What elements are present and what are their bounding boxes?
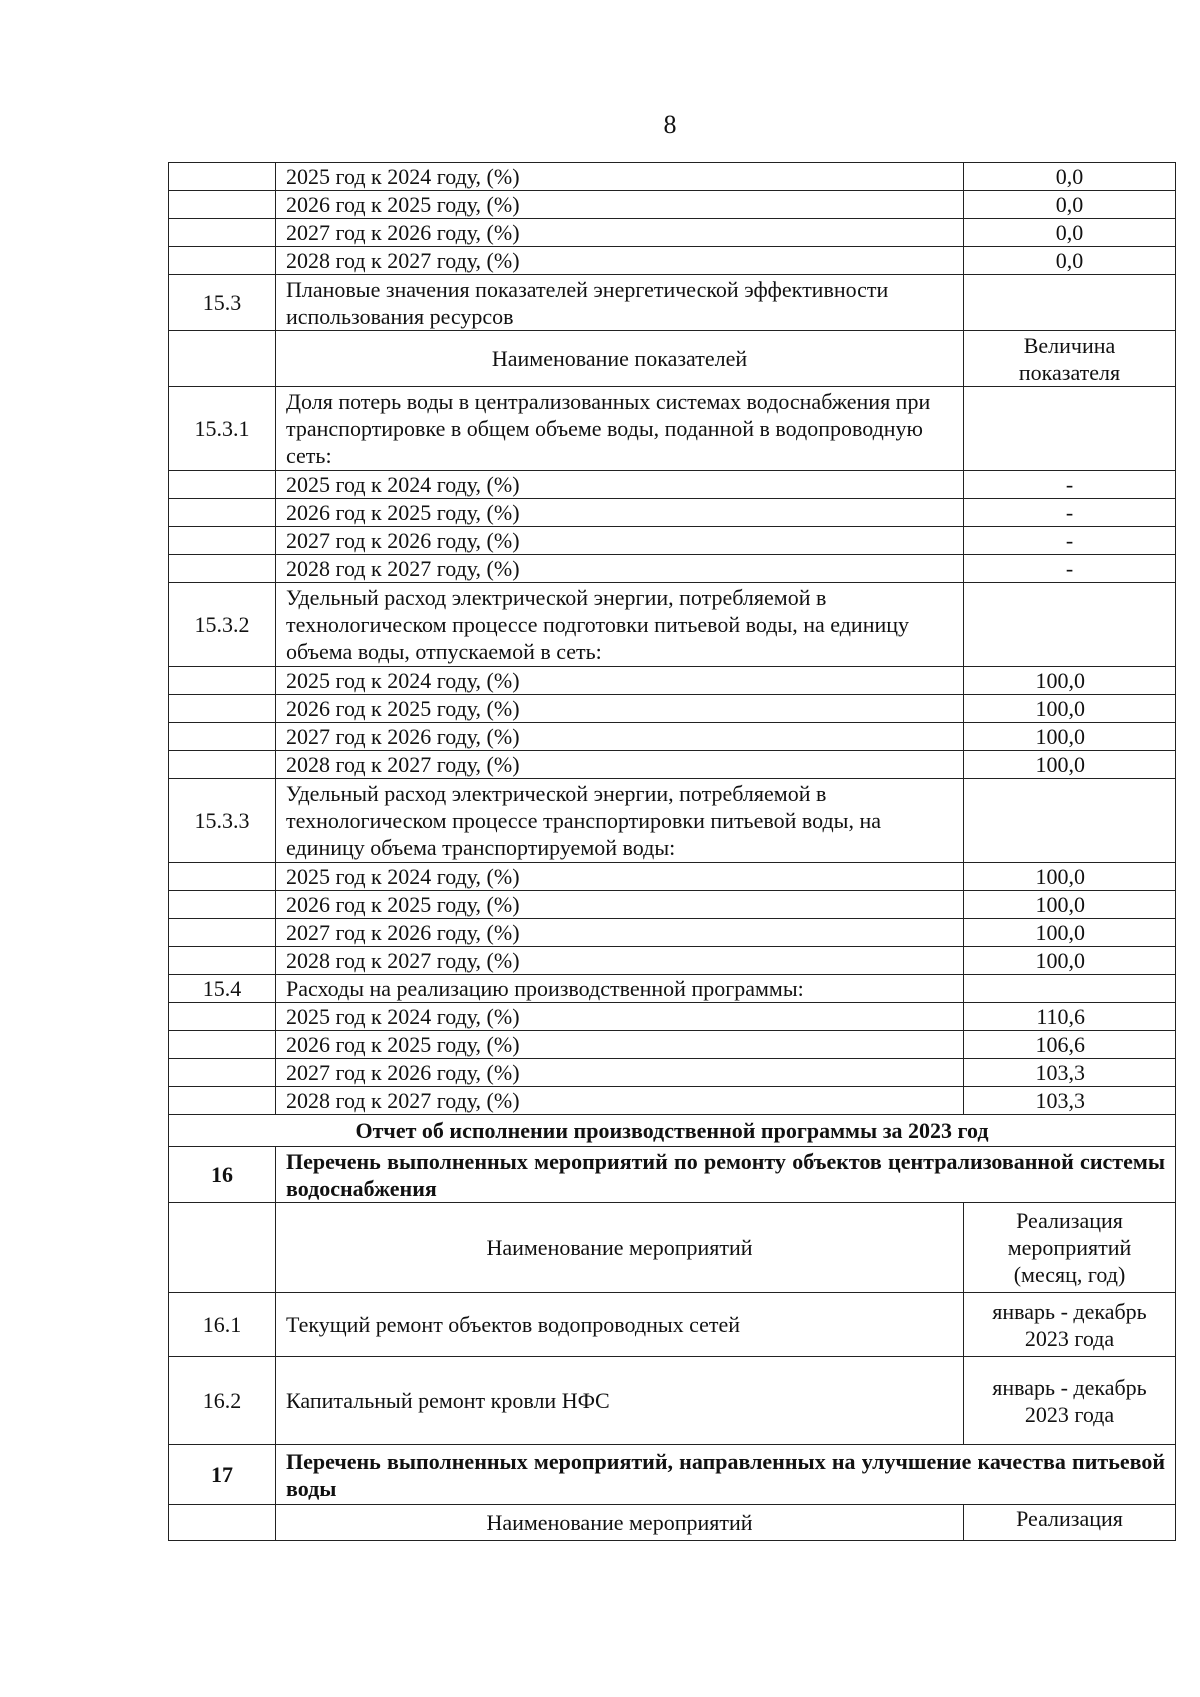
indicator-value: 110,6 [964, 1003, 1176, 1031]
table-row [169, 863, 1176, 891]
year-label: 2026 год к 2025 году, (%) [276, 499, 964, 527]
table-row [169, 891, 1176, 919]
year-label: 2025 год к 2024 году, (%) [276, 1003, 964, 1031]
table-row [169, 779, 1176, 863]
section-title: Удельный расход электрической энергии, потребляемой в технологическом процессе подготовки питьевой воды, на единицу объема воды, отпускаемой в сеть: [276, 583, 964, 667]
indicator-value [964, 387, 1176, 471]
indicator-value: 0,0 [964, 163, 1176, 191]
year-label: 2025 год к 2024 году, (%) [276, 863, 964, 891]
year-label: 2028 год к 2027 году, (%) [276, 247, 964, 275]
column-header-name: Наименование мероприятий [276, 1203, 964, 1293]
year-label: 2027 год к 2026 году, (%) [276, 1059, 964, 1087]
year-label: 2026 год к 2025 году, (%) [276, 191, 964, 219]
table-row [169, 1147, 1176, 1203]
row-number: 15.4 [169, 975, 276, 1003]
indicator-value: - [964, 499, 1176, 527]
table-row [169, 695, 1176, 723]
row-number: 15.3.2 [169, 583, 276, 667]
table-header-row [169, 331, 1176, 387]
row-number [169, 247, 276, 275]
report-title: Отчет об исполнении производственной программы за 2023 год [169, 1115, 1176, 1147]
row-number [169, 527, 276, 555]
table-row [169, 667, 1176, 695]
table-row [169, 387, 1176, 471]
event-period: январь - декабрь 2023 года [964, 1293, 1176, 1357]
table-row [169, 975, 1176, 1003]
row-number [169, 219, 276, 247]
event-name: Текущий ремонт объектов водопроводных сетей [276, 1293, 964, 1357]
table-row [169, 1445, 1176, 1505]
page-number: 8 [663, 110, 677, 139]
row-number [169, 1087, 276, 1115]
column-header-name: Наименование показателей [276, 331, 964, 387]
table-header-row [169, 1203, 1176, 1293]
year-label: 2025 год к 2024 году, (%) [276, 471, 964, 499]
table-row [169, 247, 1176, 275]
row-number [169, 163, 276, 191]
table-row [169, 163, 1176, 191]
table-row [169, 947, 1176, 975]
indicator-value: 100,0 [964, 919, 1176, 947]
row-number: 17 [169, 1445, 276, 1505]
row-number [169, 1059, 276, 1087]
year-label: 2027 год к 2026 году, (%) [276, 919, 964, 947]
table-row [169, 527, 1176, 555]
row-number [169, 695, 276, 723]
indicator-value: 103,3 [964, 1087, 1176, 1115]
year-label: 2026 год к 2025 году, (%) [276, 1031, 964, 1059]
table-row [169, 499, 1176, 527]
row-number [169, 891, 276, 919]
indicator-value [964, 583, 1176, 667]
indicator-value: 106,6 [964, 1031, 1176, 1059]
indicator-value [964, 275, 1176, 331]
indicator-value: 0,0 [964, 247, 1176, 275]
row-number [169, 751, 276, 779]
section-title: Удельный расход электрической энергии, потребляемой в технологическом процессе транспортировки питьевой воды, на единицу объема транспортируемой воды: [276, 779, 964, 863]
row-number: 16 [169, 1147, 276, 1203]
table-row [169, 723, 1176, 751]
report-title-row [169, 1115, 1176, 1147]
indicator-value: 0,0 [964, 219, 1176, 247]
row-number [169, 1031, 276, 1059]
indicator-value: 100,0 [964, 695, 1176, 723]
section-title: Расходы на реализацию производственной программы: [276, 975, 964, 1003]
year-label: 2028 год к 2027 году, (%) [276, 751, 964, 779]
column-header-implementation: Реализация мероприятий (месяц, год) [964, 1203, 1176, 1293]
column-header-name: Наименование мероприятий [276, 1505, 964, 1541]
year-label: 2028 год к 2027 году, (%) [276, 1087, 964, 1115]
section-title: Перечень выполненных мероприятий, направленных на улучшение качества питьевой воды [276, 1445, 1176, 1505]
table-row [169, 1357, 1176, 1445]
row-number [169, 191, 276, 219]
indicator-value: - [964, 555, 1176, 583]
program-table [168, 162, 1176, 1541]
year-label: 2028 год к 2027 году, (%) [276, 555, 964, 583]
indicator-value: 100,0 [964, 863, 1176, 891]
table-row [169, 275, 1176, 331]
table-row [169, 919, 1176, 947]
row-number [169, 863, 276, 891]
year-label: 2026 год к 2025 году, (%) [276, 891, 964, 919]
table-row [169, 1031, 1176, 1059]
row-number: 15.3.3 [169, 779, 276, 863]
row-number [169, 723, 276, 751]
row-number: 16.1 [169, 1293, 276, 1357]
indicator-value: 100,0 [964, 891, 1176, 919]
event-name: Капитальный ремонт кровли НФС [276, 1357, 964, 1445]
indicator-value: - [964, 527, 1176, 555]
section-title: Доля потерь воды в централизованных системах водоснабжения при транспортировке в общем объеме воды, поданной в водопроводную сеть: [276, 387, 964, 471]
row-number [169, 1505, 276, 1541]
row-number [169, 1003, 276, 1031]
row-number [169, 947, 276, 975]
year-label: 2025 год к 2024 году, (%) [276, 163, 964, 191]
table-row [169, 219, 1176, 247]
indicator-value: - [964, 471, 1176, 499]
indicator-value: 103,3 [964, 1059, 1176, 1087]
row-number [169, 919, 276, 947]
indicator-value: 100,0 [964, 947, 1176, 975]
year-label: 2028 год к 2027 году, (%) [276, 947, 964, 975]
row-number [169, 555, 276, 583]
table-row [169, 471, 1176, 499]
table-row [169, 1087, 1176, 1115]
table-row [169, 1003, 1176, 1031]
column-header-value: Величина показателя [964, 331, 1176, 387]
indicator-value [964, 779, 1176, 863]
table-row [169, 191, 1176, 219]
year-label: 2026 год к 2025 году, (%) [276, 695, 964, 723]
row-number: 15.3.1 [169, 387, 276, 471]
indicator-value: 100,0 [964, 667, 1176, 695]
row-number [169, 499, 276, 527]
table-header-row [169, 1505, 1176, 1541]
table-row [169, 555, 1176, 583]
section-title: Перечень выполненных мероприятий по ремонту объектов централизованной системы водоснабжения [276, 1147, 1176, 1203]
table-row [169, 1293, 1176, 1357]
row-number [169, 471, 276, 499]
row-number: 16.2 [169, 1357, 276, 1445]
indicator-value: 100,0 [964, 723, 1176, 751]
year-label: 2027 год к 2026 году, (%) [276, 219, 964, 247]
row-number [169, 667, 276, 695]
table-row [169, 583, 1176, 667]
indicator-value: 100,0 [964, 751, 1176, 779]
year-label: 2027 год к 2026 году, (%) [276, 527, 964, 555]
row-number [169, 331, 276, 387]
year-label: 2027 год к 2026 году, (%) [276, 723, 964, 751]
section-title: Плановые значения показателей энергетической эффективности использования ресурсов [276, 275, 964, 331]
table-row [169, 751, 1176, 779]
indicator-value: 0,0 [964, 191, 1176, 219]
year-label: 2025 год к 2024 году, (%) [276, 667, 964, 695]
table-row [169, 1059, 1176, 1087]
row-number: 15.3 [169, 275, 276, 331]
row-number [169, 1203, 276, 1293]
column-header-implementation: Реализация [964, 1505, 1176, 1541]
indicator-value [964, 975, 1176, 1003]
event-period: январь - декабрь 2023 года [964, 1357, 1176, 1445]
